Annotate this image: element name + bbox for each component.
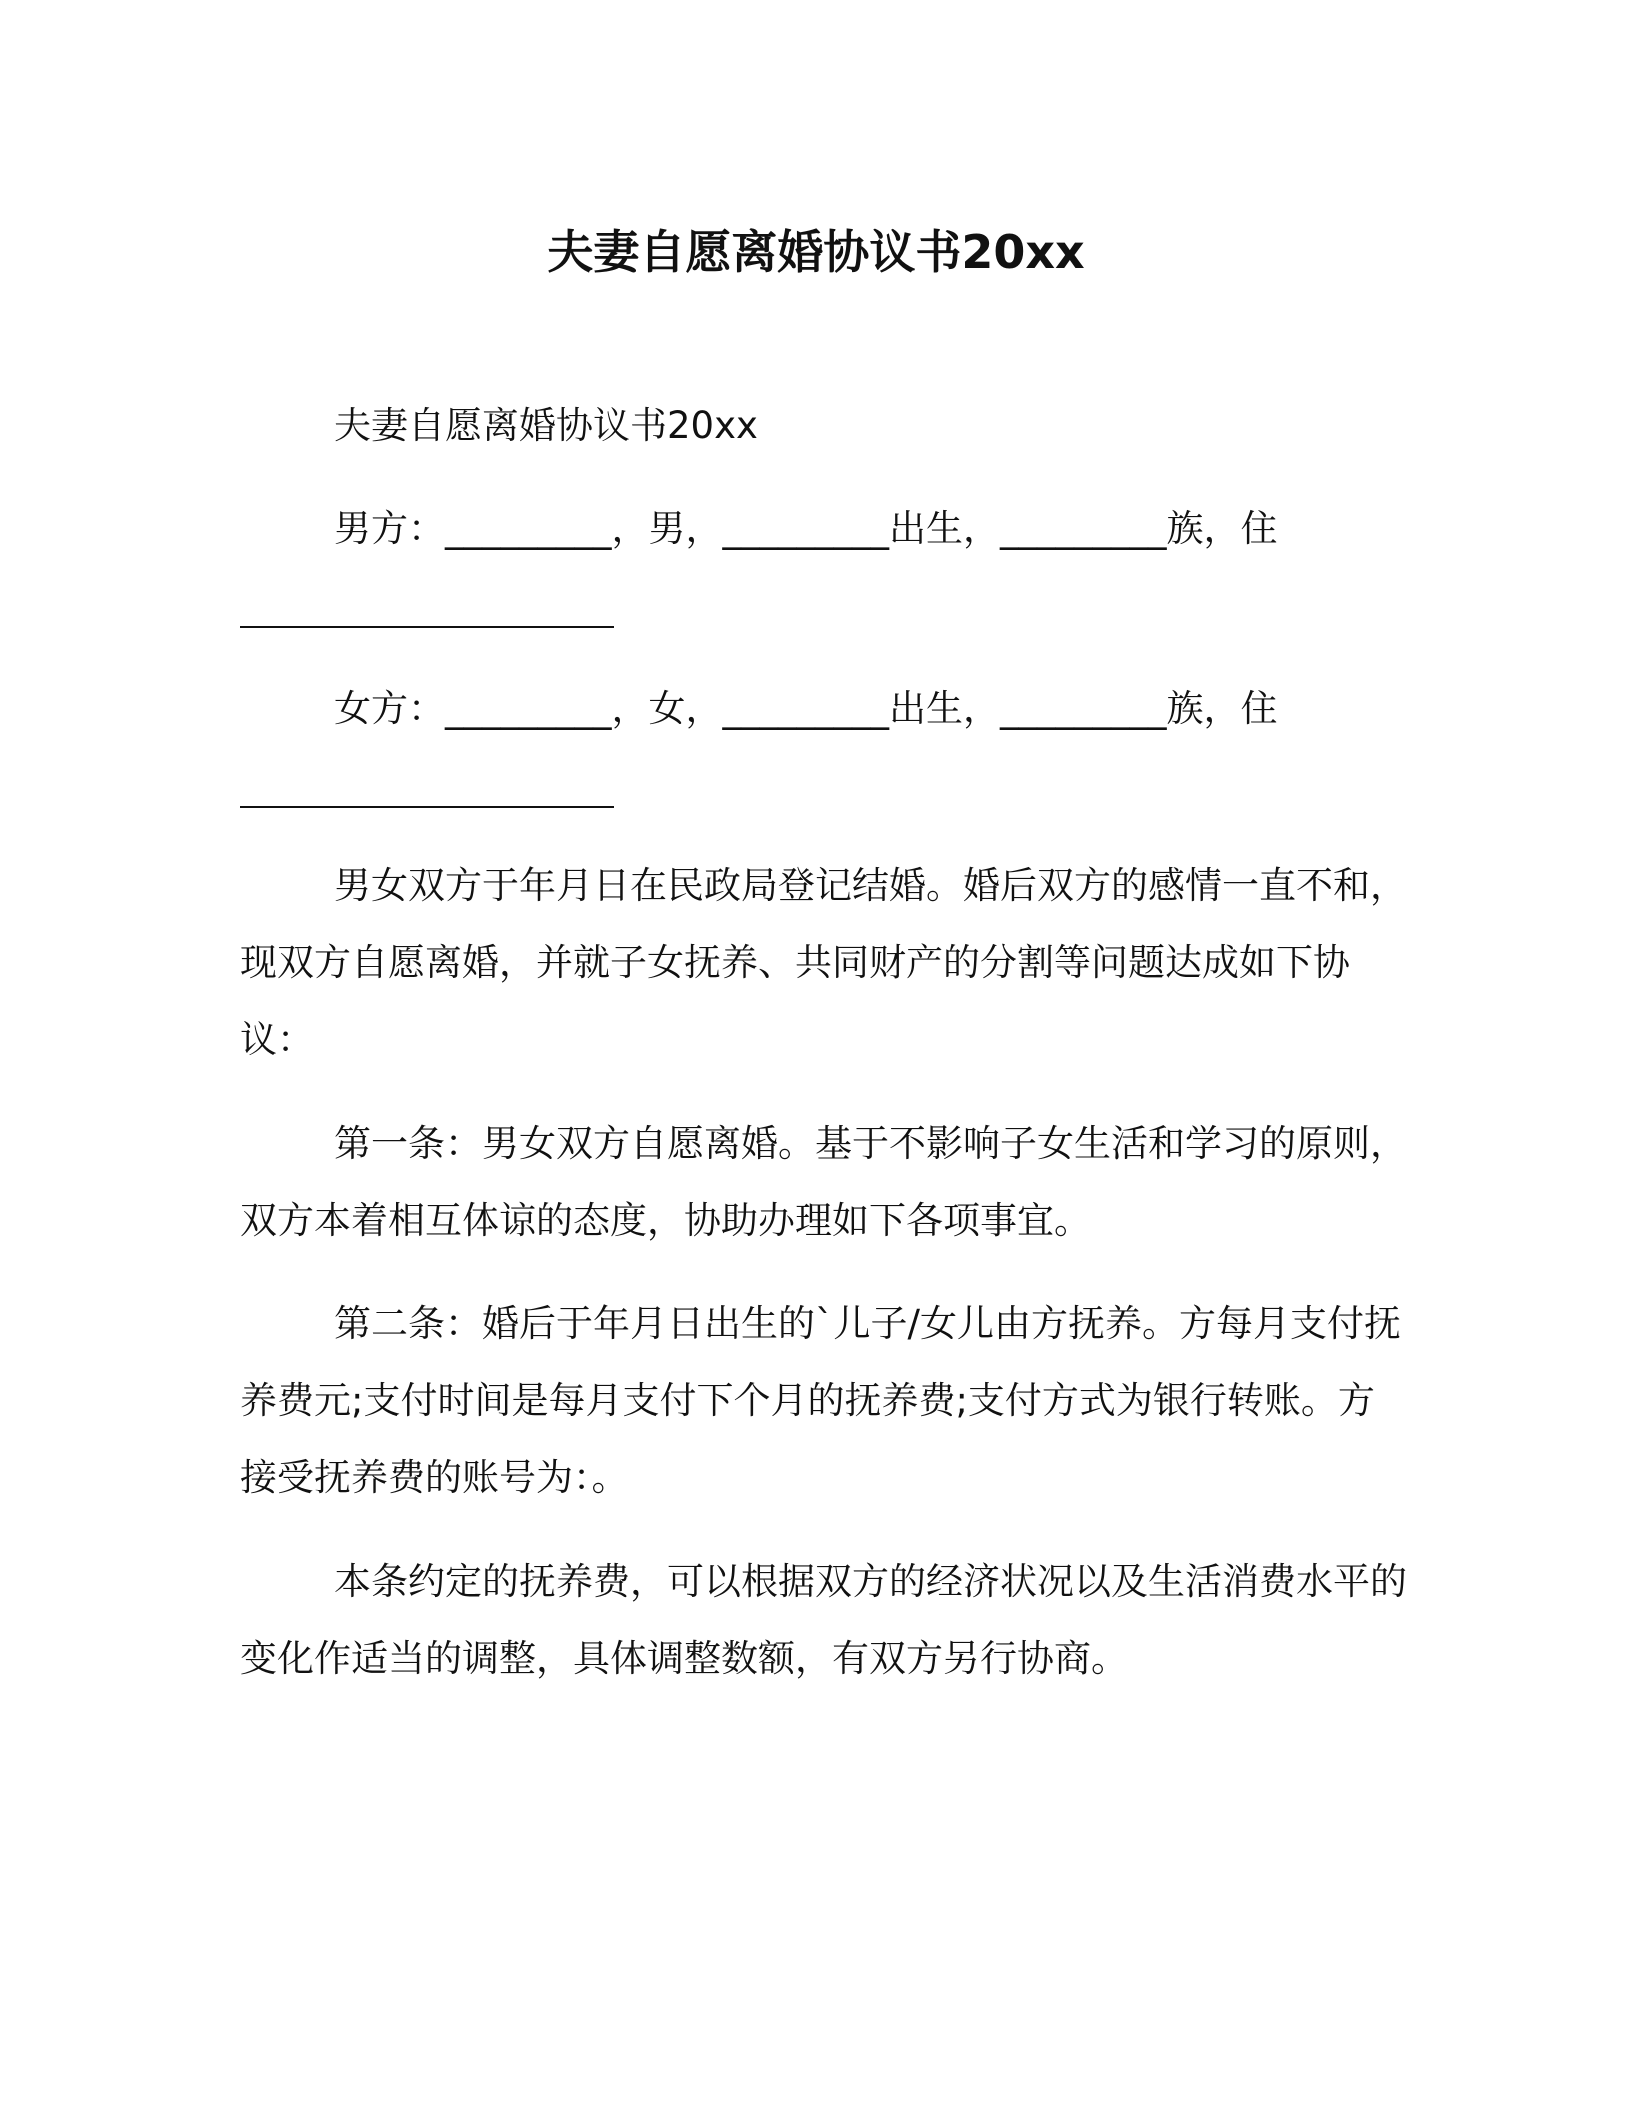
article-1-text: 第一条：男女双方自愿离婚。基于不影响子女生活和学习的原则，双方本着相互体谅的态度，协助办理如下各项事宜。 [240, 1122, 1407, 1242]
female-address-blank-line [240, 806, 614, 808]
intro-paragraph [240, 847, 1410, 1078]
female-party-text: 女方：_________，女，_________出生，_________族，住 [334, 687, 1278, 730]
female-party-paragraph [240, 670, 1410, 747]
article-2-note-text: 本条约定的抚养费，可以根据双方的经济状况以及生活消费水平的变化作适当的调整，具体调整数额，有双方另行协商。 [240, 1560, 1407, 1680]
intro-text: 男女双方于年月日在民政局登记结婚。婚后双方的感情一直不和，现双方自愿离婚，并就子女抚养、共同财产的分割等问题达成如下协议： [240, 864, 1407, 1061]
male-party-text: 男方：_________，男，_________出生，_________族，住 [334, 507, 1278, 550]
document-title: 夫妻自愿离婚协议书20xx [547, 225, 1085, 279]
male-address-blank-line [240, 626, 614, 628]
article-2-paragraph [240, 1285, 1410, 1516]
article-2-note-paragraph [240, 1543, 1410, 1697]
article-1-paragraph [240, 1105, 1410, 1259]
male-party-paragraph [240, 490, 1410, 567]
subtitle-paragraph [240, 387, 1410, 464]
subtitle-text: 夫妻自愿离婚协议书20xx [334, 404, 758, 447]
article-2-text: 第二条：婚后于年月日出生的`儿子/女儿由方抚养。方每月支付抚养费元;支付时间是每月支付下个月的抚养费;支付方式为银行转账。方接受抚养费的账号为：。 [240, 1302, 1401, 1499]
